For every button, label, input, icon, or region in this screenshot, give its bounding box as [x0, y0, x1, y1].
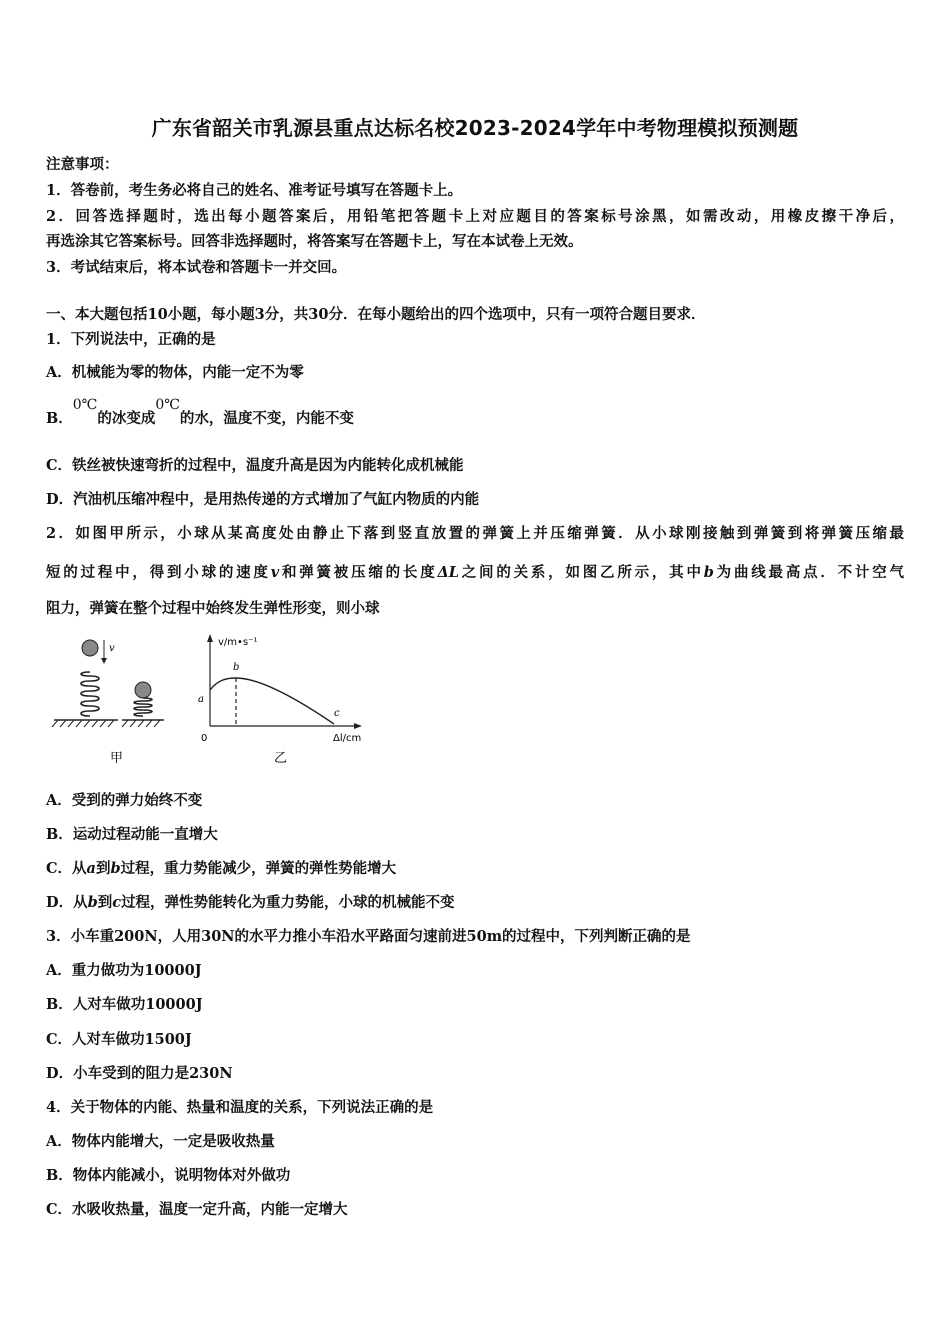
q1-stem: 1．下列说法中，正确的是	[46, 331, 216, 348]
q2-c-point: b	[110, 860, 121, 877]
q2-stem-line1: 2．如图甲所示，小球从某高度处由静止下落到竖直放置的弹簧上并压缩弹簧．从小球刚接触到弹簧到将弹簧压缩最	[46, 525, 904, 542]
graph-x-label: Δl/cm	[333, 733, 362, 744]
q3-option-b: B．人对车做功10000J	[46, 996, 203, 1013]
q2-c-point: a	[86, 860, 96, 877]
caption-left: 甲	[110, 751, 124, 766]
notes-item-3: 3．考试结束后，将本试卷和答题卡一并交回。	[46, 259, 347, 276]
spring-uncompressed-icon	[81, 672, 99, 716]
q2-text: 之间的关系，如图乙所示，其中	[458, 564, 704, 581]
notes-heading: 注意事项：	[46, 156, 119, 173]
q2-text: 和弹簧被压缩的长度	[279, 564, 438, 581]
q2-c-text: 过程，重力势能减少，弹簧的弹性势能增大	[120, 860, 397, 877]
q1-b-temp2: 0℃	[155, 397, 180, 413]
velocity-curve	[210, 678, 334, 724]
q2-figure-svg	[46, 628, 386, 768]
caption-right: 乙	[274, 751, 288, 766]
graph-x-arrowhead	[354, 723, 362, 729]
q2-d-point: c	[112, 894, 122, 911]
q1-b-temp1: 0℃	[72, 397, 98, 413]
point-b-label: b	[233, 662, 240, 673]
compressed-ball-icon	[135, 682, 151, 698]
notes-item-2: 2．回答选择题时，选出每小题答案后，用铅笔把答题卡上对应题目的答案标号涂黑，如需改动，用橡皮擦干净后，	[46, 208, 904, 225]
q2-symbol-v: v	[270, 564, 280, 581]
q2-option-c	[46, 857, 396, 878]
spring-compressed-icon	[134, 698, 152, 716]
q2-c-text: 到	[95, 860, 111, 877]
graph-y-label: v/m•s⁻¹	[218, 637, 258, 648]
q4-option-a: A．物体内能增大，一定是吸收热量	[46, 1133, 275, 1150]
q2-d-text: 到	[97, 894, 113, 911]
q2-d-point: b	[87, 894, 98, 911]
q2-stem-line3: 阻力，弹簧在整个过程中始终发生弹性形变，则小球	[46, 600, 380, 617]
q1-option-a: A．机械能为零的物体，内能一定不为零	[46, 364, 304, 381]
q1-b-prefix: B．	[46, 410, 73, 427]
q2-option-d	[46, 891, 455, 912]
section-heading: 一、本大题包括10小题，每小题3分，共30分．在每小题给出的四个选项中，只有一项符合题目要求．	[46, 306, 706, 323]
q1-b-suffix: 的水，温度不变，内能不变	[179, 410, 354, 427]
q2-option-b: B．运动过程动能一直增大	[46, 826, 218, 843]
velocity-arrowhead	[101, 658, 107, 664]
q2-d-text: D．从	[46, 894, 88, 911]
page-title: 广东省韶关市乳源县重点达标名校2023-2024学年中考物理模拟预测题	[151, 116, 799, 140]
q2-c-text: C．从	[46, 860, 87, 877]
q2-d-text: 过程，弹性势能转化为重力势能，小球的机械能不变	[121, 894, 455, 911]
falling-ball-icon	[82, 640, 98, 656]
q4-option-b: B．物体内能减小，说明物体对外做功	[46, 1167, 291, 1184]
q3-stem: 3．小车重200N，人用30N的水平力推小车沿水平路面匀速前进50m的过程中，下列判断正确的是	[46, 928, 691, 945]
point-a-label: a	[198, 694, 204, 705]
point-c-label: c	[334, 708, 340, 719]
q1-option-b	[46, 397, 354, 428]
graph-y-arrowhead	[207, 634, 213, 642]
q2-text: 短的过程中，得到小球的速度	[46, 564, 271, 581]
q2-option-a: A．受到的弹力始终不变	[46, 792, 203, 809]
notes-item-2-cont: 再选涂其它答案标号。回答非选择题时，将答案写在答题卡上，写在本试卷上无效。	[46, 233, 583, 250]
ground-hatch-left	[52, 720, 114, 727]
q3-option-a: A．重力做功为10000J	[46, 962, 202, 979]
graph-origin: 0	[201, 733, 208, 744]
q4-stem: 4．关于物体的内能、热量和温度的关系，下列说法正确的是	[46, 1099, 434, 1116]
q2-text: 为曲线最高点．不计空气	[713, 564, 905, 581]
v-arrow-label: v	[109, 643, 115, 654]
ground-hatch-right	[122, 720, 160, 727]
q2-stem-line2	[46, 561, 904, 582]
q1-option-c: C．铁丝被快速弯折的过程中，温度升高是因为内能转化成机械能	[46, 457, 464, 474]
q2-symbol-dl: ΔL	[437, 564, 459, 581]
notes-item-1: 1．答卷前，考生务必将自己的姓名、准考证号填写在答题卡上。	[46, 182, 463, 199]
q3-option-c: C．人对车做功1500J	[46, 1031, 192, 1048]
q2-symbol-b: b	[703, 564, 714, 581]
q4-option-c: C．水吸收热量，温度一定升高，内能一定增大	[46, 1201, 348, 1218]
q3-option-d: D．小车受到的阻力是230N	[46, 1065, 233, 1082]
q1-option-d: D．汽油机压缩冲程中，是用热传递的方式增加了气缸内物质的内能	[46, 491, 480, 508]
q1-b-mid: 的冰变成	[97, 410, 156, 427]
q2-figure	[46, 628, 386, 768]
